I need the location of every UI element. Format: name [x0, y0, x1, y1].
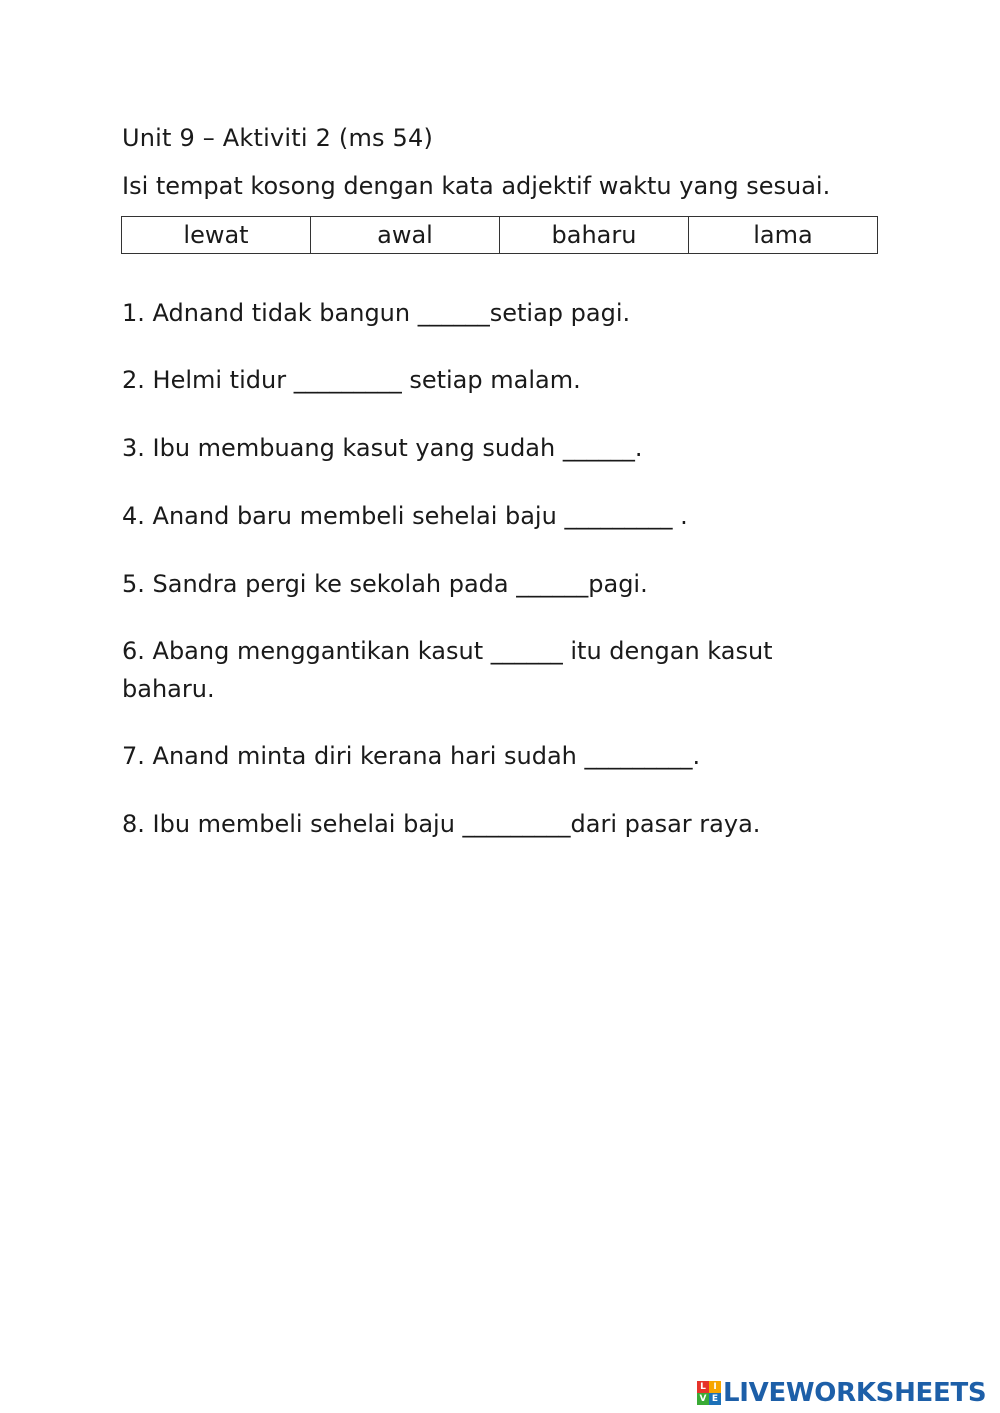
question-6: 6. Abang menggantikan kasut ______ itu dengan kasut baharu.	[122, 637, 773, 703]
question-4: 4. Anand baru membeli sehelai baju _________ .	[122, 502, 688, 530]
question-8: 8. Ibu membeli sehelai baju _________dari pasar raya.	[122, 810, 761, 838]
word-bank-cell: lama	[689, 217, 878, 254]
logo-mark-letter: I	[709, 1381, 721, 1393]
question-2: 2. Helmi tidur _________ setiap malam.	[122, 366, 581, 394]
logo-mark-letter: E	[709, 1393, 721, 1405]
worksheet-instruction: Isi tempat kosong dengan kata adjektif waktu yang sesuai.	[122, 172, 831, 200]
word-bank-cell: awal	[311, 217, 500, 254]
question-5: 5. Sandra pergi ke sekolah pada ______pagi.	[122, 570, 648, 598]
word-bank-cell: lewat	[122, 217, 311, 254]
logo-mark-letter: L	[697, 1381, 709, 1393]
logo-mark-letter: V	[697, 1393, 709, 1405]
liveworksheets-brand-text: LIVEWORKSHEETS	[723, 1378, 987, 1408]
question-7: 7. Anand minta diri kerana hari sudah _________.	[122, 742, 701, 770]
liveworksheets-logo	[697, 1378, 986, 1408]
word-bank-cell: baharu	[500, 217, 689, 254]
question-1: 1. Adnand tidak bangun ______setiap pagi.	[122, 299, 631, 327]
question-3: 3. Ibu membuang kasut yang sudah ______.	[122, 434, 643, 462]
liveworksheets-mark-icon	[697, 1381, 721, 1405]
worksheet-title: Unit 9 – Aktiviti 2 (ms 54)	[122, 124, 434, 152]
word-bank-table	[121, 216, 878, 254]
